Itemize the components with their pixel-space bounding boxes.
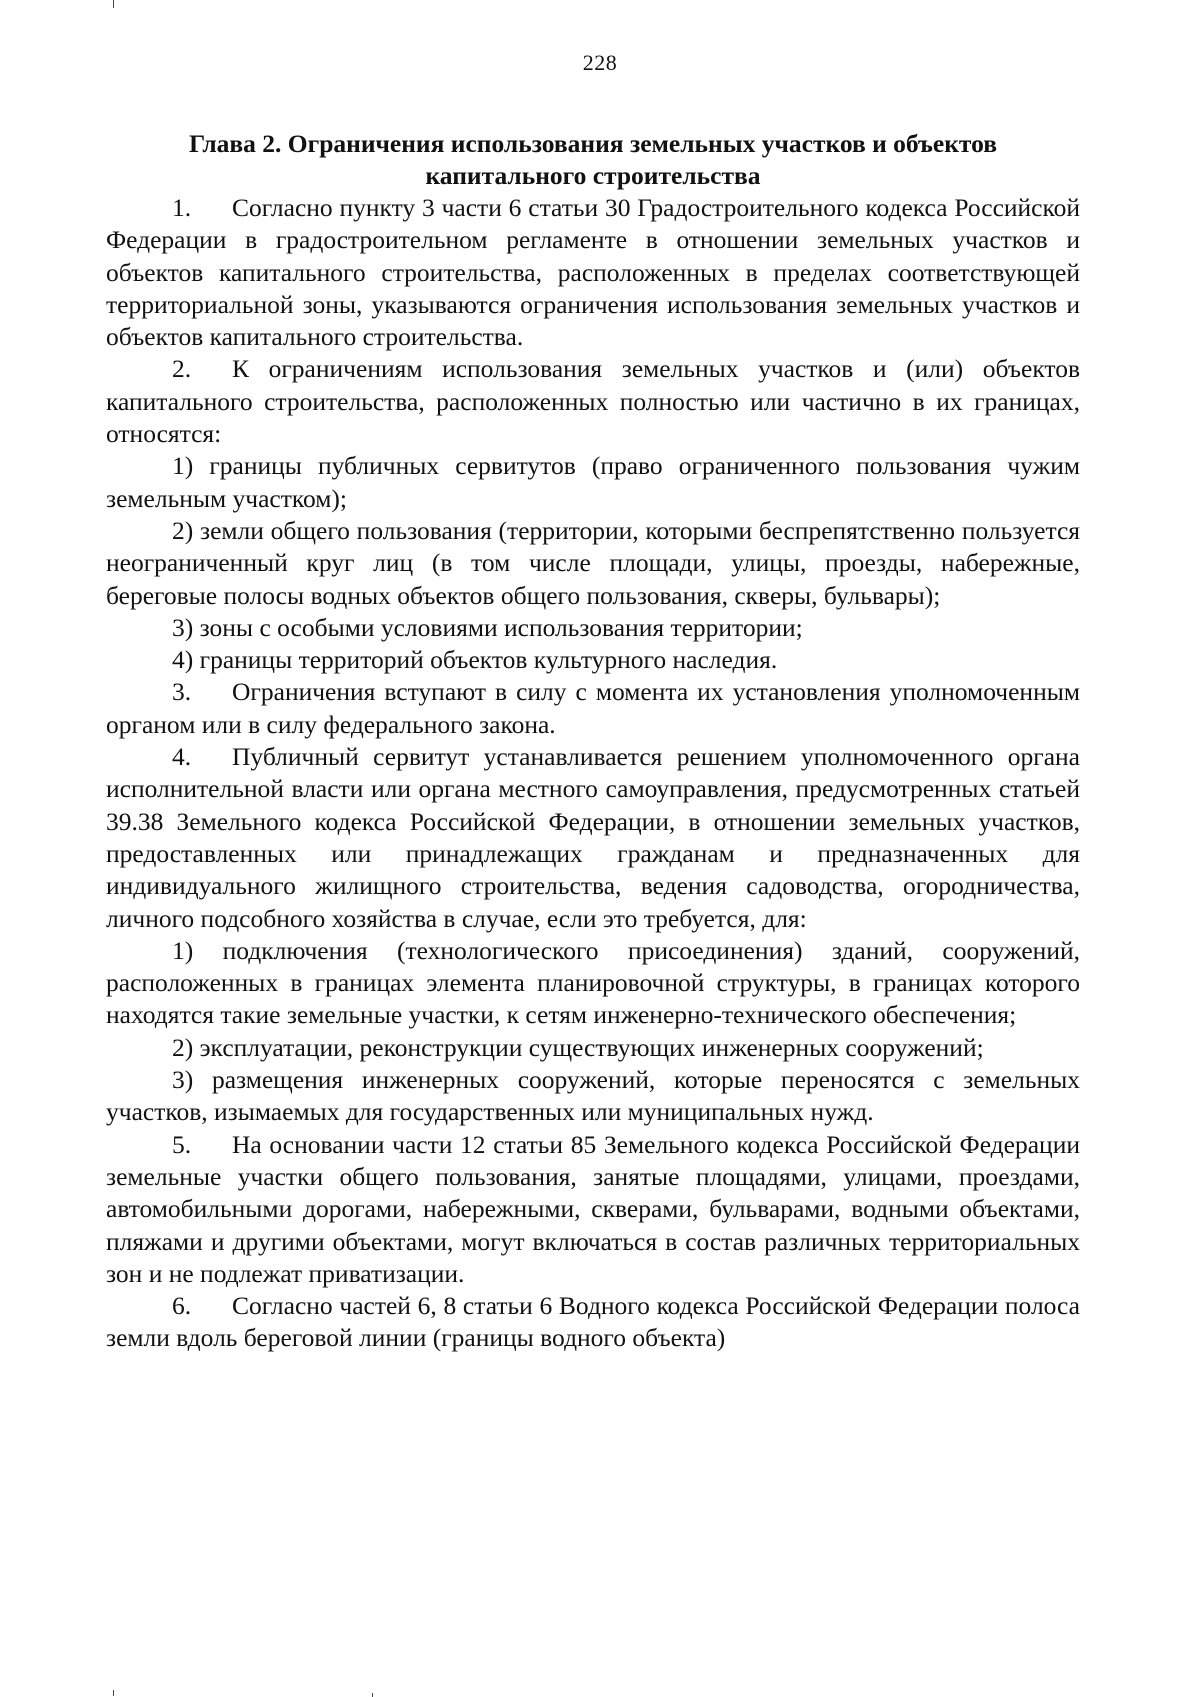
scan-artifact [113,0,114,8]
list-item: 3) зоны с особыми условиями использования территории; [172,612,803,642]
numbered-paragraph [106,192,1080,353]
paragraph-number: 3. [172,677,192,707]
list-item: 2) земли общего пользования (территории, которыми беспрепятственно пользуется неограниченный круг лиц (в том числе площади, улицы, проезды, набережные, береговые полосы водных объектов общего пользования, скверы, бульвары); [106,515,1080,610]
numbered-paragraph [106,676,1080,741]
paragraph-text: Согласно пункту 3 части 6 статьи 30 Градостроительного кодекса Российской Федерации в градостроительном регламенте в отношении земельных участков и объектов капитального строительства, расположенных в пределах соответствующей территориальной зоны, указываются ограничения использования земельных участков и объектов капитального строительства. [106,193,1080,352]
paragraph-number: 2. [172,354,192,384]
page-number: 228 [582,50,618,75]
numbered-paragraph [106,353,1080,450]
numbered-paragraph [106,741,1080,935]
paragraph-text: Публичный сервитут устанавливается решением уполномоченного органа исполнительной власти или органа местного самоуправления, предусмотренных статьей 39.38 Земельного кодекса Российской Федерации, в отношении земельных участков, предоставленных или принадлежащих гражданам и предназначенных для индивидуального жилищного строительства, ведения садоводства, огородничества, личного подсобного хозяйства в случае, если это требуется, для: [106,742,1080,933]
paragraph-text: Ограничения вступают в силу с момента их установления уполномоченным органом или в силу федерального закона. [106,677,1080,739]
list-item: 2) эксплуатации, реконструкции существующих инженерных сооружений; [172,1032,984,1062]
paragraph-text: Согласно частей 6, 8 статьи 6 Водного кодекса Российской Федерации полоса земли вдоль береговой линии (границы водного объекта) [106,1291,1080,1353]
scan-artifact [113,1690,114,1696]
scan-artifact [372,1693,373,1697]
numbered-paragraph [106,1129,1080,1290]
list-item: 4) границы территорий объектов культурного наследия. [172,645,778,675]
list-item: 3) размещения инженерных сооружений, которые переносятся с земельных участков, изымаемых для государственных или муниципальных нужд. [106,1065,1080,1127]
list-item: 1) границы публичных сервитутов (право ограниченного пользования чужим земельным участком); [106,451,1080,513]
document-body [106,128,1080,1355]
paragraph-number: 4. [172,742,192,772]
chapter-title: Глава 2. Ограничения использования земельных участков и объектов капитального строительства [189,129,997,190]
numbered-paragraph [106,1290,1080,1355]
paragraph-number: 1. [172,193,192,222]
paragraph-text: К ограничениям использования земельных участков и (или) объектов капитального строительства, расположенных полностью или частично в их границах, относятся: [106,354,1080,449]
list-item: 1) подключения (технологического присоединения) зданий, сооружений, расположенных в границах элемента планировочной структуры, в границах которого находятся такие земельные участки, к сетям инженерно-технического обеспечения; [106,935,1080,1030]
paragraph-number: 6. [172,1291,192,1321]
paragraph-number: 5. [172,1129,192,1159]
paragraph-text: На основании части 12 статьи 85 Земельного кодекса Российской Федерации земельные участки общего пользования, занятые площадями, улицами, проездами, автомобильными дорогами, набережными, скверами, бульварами, водными объектами, пляжами и другими объектами, могут включаться в состав различных территориальных зон и не подлежат приватизации. [106,1129,1080,1288]
